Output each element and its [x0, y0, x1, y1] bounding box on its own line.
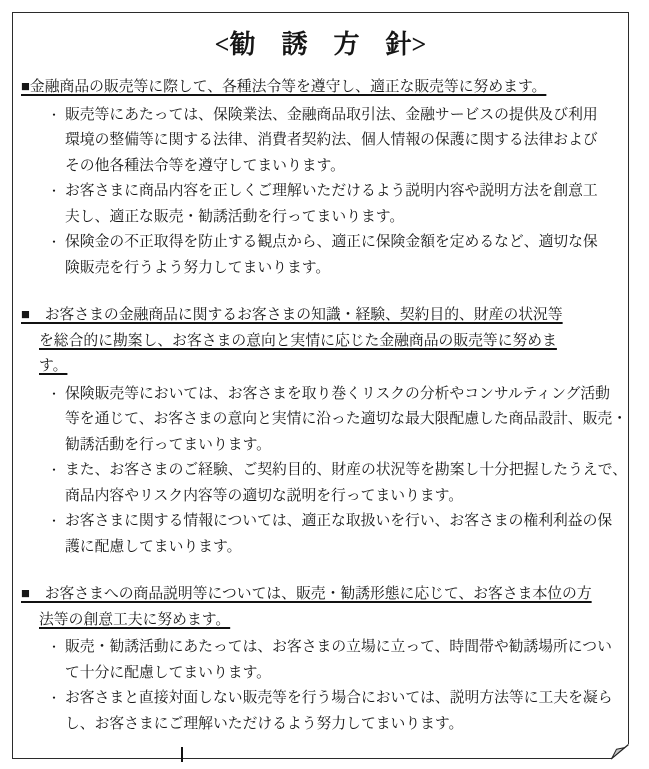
text-line: 保険販売等においては、お客さまを取り巻くリスクの分析やコンサルティング活動 — [65, 385, 610, 402]
heading-text: を総合的に勘案し、お客さまの意向と実情に応じた金融商品の販売等に努めま — [39, 332, 557, 349]
list-item — [21, 635, 620, 686]
text-line: お客さまと直接対面しない販売等を行う場合においては、説明方法等に工夫を凝ら — [65, 690, 613, 706]
section-heading — [21, 303, 620, 380]
section-heading — [21, 75, 620, 101]
list-item — [21, 509, 620, 560]
bullet-dot-icon: ・ — [48, 463, 61, 477]
bullet-dot-icon: ・ — [48, 184, 61, 198]
bullet-list — [21, 103, 620, 282]
section-explanation — [21, 582, 620, 737]
text-line: 環境の整備等に関する法律、消費者契約法、個人情報の保護に関する法律および — [65, 132, 598, 148]
bullet-dot-icon: ・ — [48, 514, 61, 528]
bullet-dot-icon: ・ — [48, 640, 61, 654]
document-border-frame — [12, 12, 629, 759]
bullet-list — [21, 382, 627, 561]
text-line: また、お客さまのご経験、ご契約目的、財産の状況等を勘案し十分把握したうえで、 — [65, 462, 627, 478]
heading-text: ■ お客さまへの商品説明等については、販売・勧誘形態に応じて、お客さま本位の方 — [21, 586, 592, 602]
text-line: 販売等にあたっては、保険業法、金融商品取引法、金融サービスの提供及び利用 — [65, 106, 598, 123]
bullet-dot-icon: ・ — [48, 386, 61, 401]
text-line: 販売・勧誘活動にあたっては、お客さまの立場に立って、時間帯や勧誘場所につい — [65, 639, 612, 655]
text-line: お客さまに関する情報については、適正な取扱いを行い、お客さまの権利利益の保 — [65, 513, 613, 529]
text-line: 保険金の不正取得を防止する観点から、適正に保険金額を定めるなど、適切な保 — [65, 234, 598, 250]
section-compliance — [21, 75, 620, 281]
list-item — [21, 458, 627, 509]
text-line: お客さまに商品内容を正しくご理解いただけるよう説明内容や説明方法を創意工 — [65, 183, 598, 199]
text-line: 夫し、適正な販売・勧誘活動を行ってまいります。 — [65, 208, 405, 225]
text-line: その他各種法令等を遵守してまいります。 — [65, 157, 345, 174]
text-line: て十分に配慮してまいります。 — [65, 664, 271, 681]
bullet-dot-icon: ・ — [48, 691, 61, 705]
section-heading — [21, 582, 620, 633]
text-line: 勧誘活動を行ってまいります。 — [65, 436, 271, 453]
heading-text: す。 — [39, 358, 68, 374]
text-line: 護に配慮してまいります。 — [65, 538, 242, 555]
heading-text: ■ お客さまの金融商品に関するお客さまの知識・経験、契約目的、財産の状況等 — [21, 307, 563, 323]
bullet-list — [21, 635, 620, 737]
heading-text: ■金融商品の販売等に際して、各種法令等を遵守し、適正な販売等に努めます。 — [21, 79, 547, 95]
text-line: 等を通じて、お客さまの意向と実情に沿った適切な最大限配慮した商品設計、販売・ — [65, 411, 627, 427]
list-item — [21, 179, 620, 230]
page-fold-corner-icon — [611, 744, 630, 760]
bottom-border-tick-mark — [181, 747, 183, 762]
text-line: し、お客さまにご理解いただけるよう努力してまいります。 — [65, 715, 464, 732]
bullet-dot-icon: ・ — [48, 235, 61, 249]
document-content — [13, 13, 628, 737]
bullet-dot-icon: ・ — [48, 107, 61, 122]
list-item — [21, 230, 620, 281]
list-item — [21, 382, 627, 459]
text-line: 商品内容やリスク内容等の適切な説明を行ってまいります。 — [65, 487, 464, 504]
heading-text: 法等の創意工夫に努めます。 — [39, 611, 231, 628]
text-line: 険販売を行うよう努力してまいります。 — [65, 259, 331, 276]
list-item — [21, 103, 620, 180]
list-item — [21, 686, 620, 737]
page-title: <勧 誘 方 針> — [214, 30, 427, 59]
section-suitability — [21, 303, 627, 560]
